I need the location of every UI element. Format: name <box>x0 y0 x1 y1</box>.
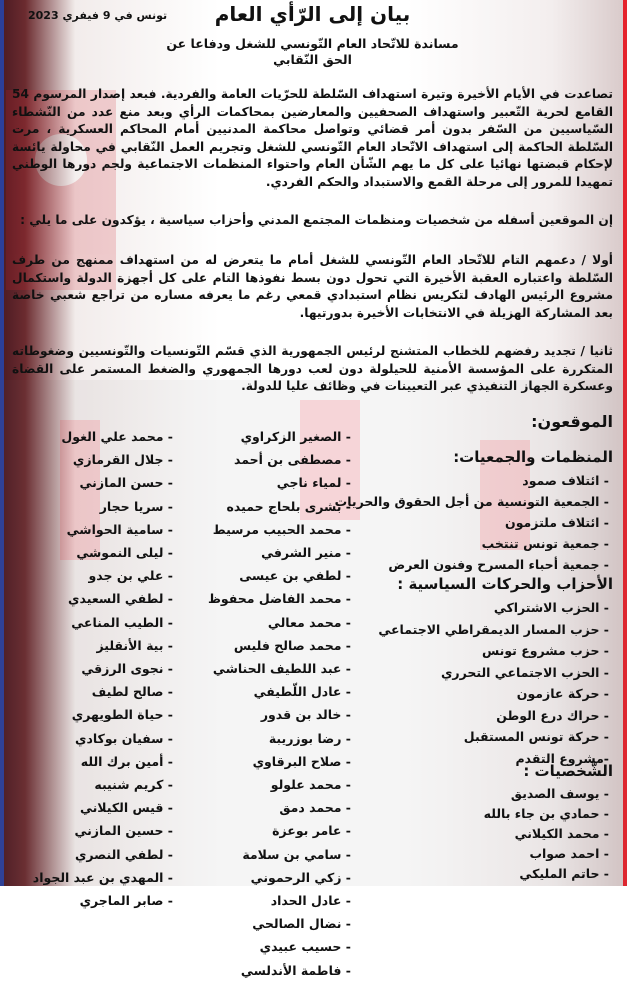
list-item: - سامية الحواشي <box>66 521 173 537</box>
list-item: - حسن المازني <box>79 475 173 491</box>
list-item: - عبد اللطيف الحناشي <box>212 661 351 677</box>
list-item: - فاطمة الأندلسي <box>240 962 351 978</box>
list-item: - عادل الحداد <box>270 893 351 909</box>
list-item: - كريم شنيبه <box>94 777 173 793</box>
persons-list <box>484 784 609 884</box>
list-item: - حزب المسار الديمقراطي الاجتماعي <box>378 621 609 637</box>
list-item: - سفيان بوكادي <box>74 730 173 746</box>
list-item: - ائتلاف صمود <box>522 473 609 488</box>
date-line: تونس في 9 فيفري 2023 <box>28 9 168 22</box>
paragraph-second-point: ثانيا / تجديد رفضهم للخطاب المتشنج لرئيس الجمهورية الذي قسّم التّونسيات والتّونسيين وضغوطاته المتكررة على المؤسسة الأمنية للحيلولة دون لعب دورها الجمهوري والضغط المستمر على القضاة وعسكرة الجهاز التنفيذي عبر التعيينات في وظائف عليا للدولة. <box>12 344 613 393</box>
list-item: - الحزب الاشتراكي <box>493 600 609 615</box>
list-item: - محمد علي الغول <box>61 429 173 444</box>
list-item: - رضا بوزريبة <box>268 730 351 746</box>
page-title: بيان إلى الرّأي العام <box>214 2 411 26</box>
list-item: - قيس الكيلاني <box>79 800 173 816</box>
list-item: - جمعية أحباء المسرح وفنون العرض <box>388 557 609 572</box>
page-subtitle <box>12 36 613 68</box>
list-item: - محمد الفاضل محفوظ <box>207 591 351 607</box>
list-item: - جلال القرمازي <box>72 452 173 468</box>
list-item: - ليلى النموشي <box>76 545 173 561</box>
orgs-list <box>335 470 609 575</box>
signers-column-left <box>33 425 173 912</box>
list-item: - الحزب الاجتماعي التحرري <box>440 664 609 680</box>
list-item: - محمد معالي <box>267 614 351 630</box>
persons-heading: الشّخصيات : <box>523 762 613 780</box>
paragraph-intro: تصاعدت في الأيام الأخيرة وتيرة استهداف السّلطة للحرّيات العامة والفردية. فبعد إصدار المرسوم 54 القامع لحرية التّعبير واستهداف الصحفيين والمعارضين بمحاكمات الرأي وبعد منع عدد من النّشطاء السّياسيين من السّفر بدون أمر قضائي وتواصل محاكمة المدنيين أمام المحاكم العسكرية ، مرت السّلطة الحاكمة إلى استهداف الاتّحاد العام التّونسي للشغل وتجريم العمل النّقابي في محاولة يائسة لإحكام قبضتها نهائيا على كل ما يهم الشّأن العام واحتواء المنظمات الاجتماعية ولجم دورها الوطني تمهيدا للمرور إلى مرحلة القمع والاستبداد والحكم الفردي. <box>12 87 613 189</box>
list-item: - محمد الحبيب مرسيط <box>212 521 351 537</box>
list-item: - حزب مشروع تونس <box>481 643 609 658</box>
list-item: - علي بن جدو <box>88 568 173 584</box>
list-item: - حسين المازني <box>74 823 173 839</box>
list-item: - بية الأنقليز <box>96 637 173 653</box>
list-item: - عادل اللّطيفي <box>253 684 351 700</box>
list-item: - مصطفى بن أحمد <box>234 452 351 468</box>
list-item: - حسيب عبيدي <box>259 939 351 955</box>
list-item: - حاتم المليكي <box>519 866 609 881</box>
subtitle-line-2: الحق النّقابي <box>273 52 352 67</box>
signers-column-middle <box>208 425 351 982</box>
parties-list <box>378 597 609 769</box>
list-item: - حمادي بن جاء بالله <box>483 806 609 821</box>
list-item: - يوسف الصديق <box>510 786 609 801</box>
list-item: - محمد الكيلاني <box>514 826 609 841</box>
list-item: - محمد دمق <box>279 800 351 816</box>
list-item: - حياة الطويهري <box>71 707 173 723</box>
paragraph-first-point: أولا / دعمهم التام للاتّحاد العام التّونسي للشغل أمام ما يتعرض له من استهداف ممنهج من طرف السّلطة واعتباره العقبة الأخيرة التي تحول دون بسط نفوذها التام على كل أجهزة الدولة واستكمال مشروع الرئيس الهادف لتكريس نظام استبدادي قمعي رغم ما يعرفه مساره من تراجع شعبي خاصة بعد المشاركة الهزيلة في الانتخابات الأخيرة بدورتيها. <box>12 253 613 320</box>
list-item: - الصغير الزكراوي <box>240 429 351 444</box>
signers-heading: الموقعون: <box>531 412 613 431</box>
list-item: - نضال الصالحي <box>252 916 351 932</box>
list-item: - خالد بن قدور <box>260 707 351 723</box>
list-item: - عامر بوعزة <box>272 823 351 839</box>
list-item: - المهدي بن عبد الجواد <box>32 869 173 885</box>
list-item: - لطفي بن عيسى <box>239 568 351 584</box>
list-item: - سريا حجار <box>99 498 173 514</box>
list-item: - الجمعية التونسية من أجل الحقوق والحريات <box>334 494 609 509</box>
paragraph-declaration: إن الموقعين أسفله من شخصيات ومنظمات المجتمع المدني وأحزاب سياسية ، يؤكدون على ما يلي : <box>20 213 613 227</box>
list-item: - حراك درع الوطن <box>496 707 609 723</box>
list-item: - جمعية تونس تنتخب <box>481 536 609 551</box>
list-item: - بشرى بلحاج حميده <box>226 498 351 514</box>
list-item: -مشروع التقدم <box>515 750 609 766</box>
parties-heading: الأحزاب والحركات السياسية : <box>397 575 613 593</box>
list-item: - لطفي السعيدي <box>68 591 173 607</box>
list-item: - محمد علولو <box>270 777 351 793</box>
list-item: - حركة عازمون <box>516 686 609 701</box>
list-item: - صالح لطيف <box>91 684 173 700</box>
orgs-heading: المنظمات والجمعيات: <box>453 448 613 466</box>
list-item: - احمد صواب <box>529 846 609 861</box>
list-item: - زكي الرحموني <box>250 869 351 885</box>
list-item: - محمد صالح فليس <box>233 637 351 653</box>
list-item: - حركة تونس المستقبل <box>463 729 609 744</box>
list-item: - نجوى الرزقي <box>81 661 173 677</box>
list-item: - سامي بن سلامة <box>242 846 351 862</box>
subtitle-line-1: مساندة للاتّحاد العام التّونسي للشغل ودفاعا عن <box>166 36 459 51</box>
list-item: - صلاح البرقاوي <box>252 753 351 769</box>
list-item: - الطيب المناعي <box>71 614 173 630</box>
list-item: - أمين برك الله <box>80 753 173 769</box>
list-item: - ائتلاف ملتزمون <box>505 515 609 530</box>
list-item: - لطفي النصري <box>74 846 173 862</box>
list-item: - صابر الماجري <box>79 893 173 909</box>
list-item: - لمياء ناجي <box>276 475 351 491</box>
list-item: - منير الشرفي <box>261 545 351 561</box>
